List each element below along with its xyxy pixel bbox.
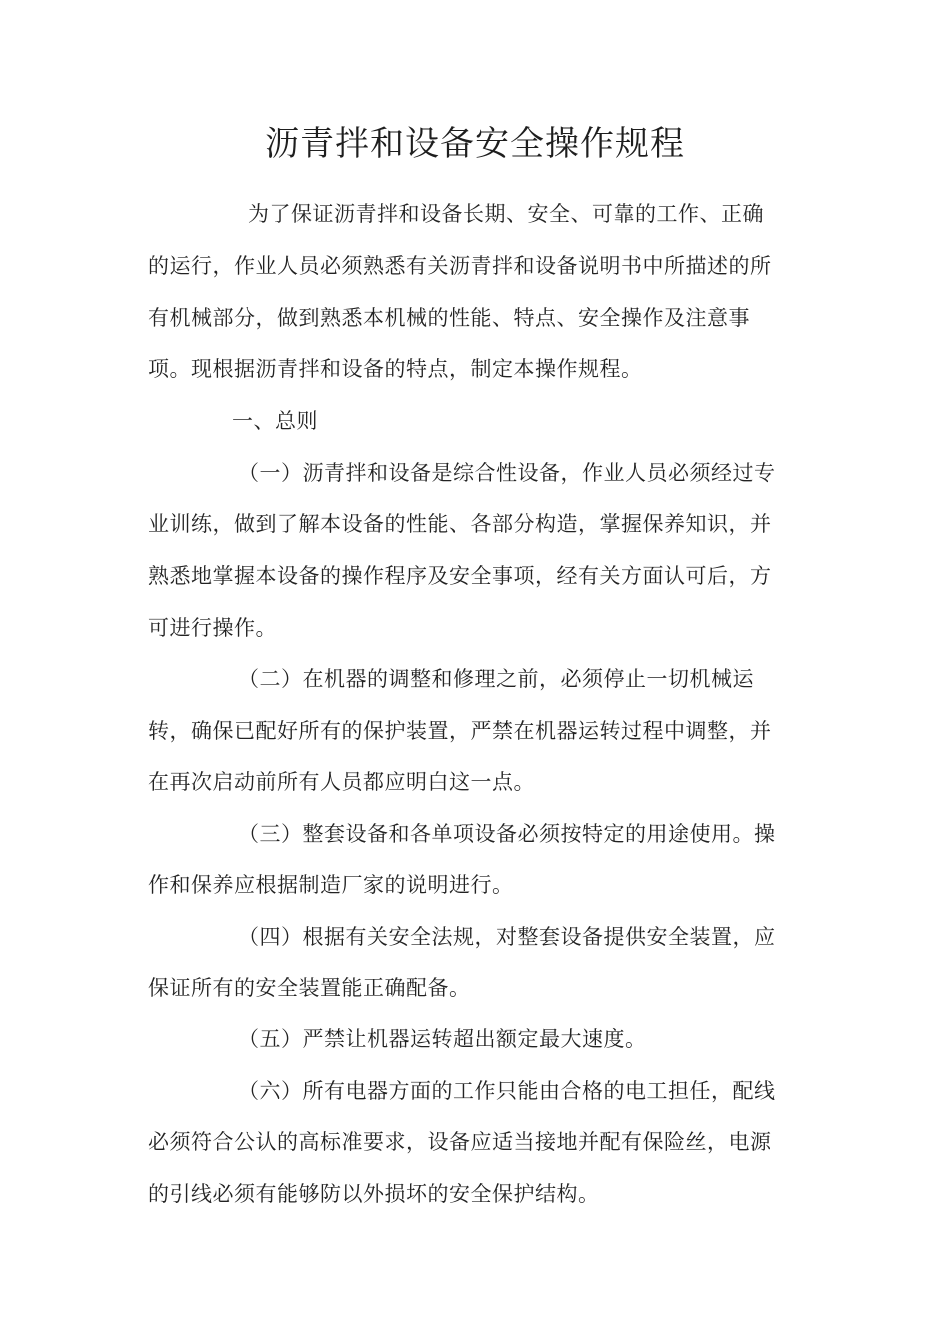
- item-4-line-2: 保证所有的安全装置能正确配备。: [148, 976, 471, 1000]
- item-1-line-4: 可进行操作。: [148, 616, 277, 640]
- document-title: 沥青拌和设备安全操作规程: [265, 124, 685, 164]
- intro-line-4: 项。现根据沥青拌和设备的特点，制定本操作规程。: [148, 357, 643, 381]
- item-3-line-1: （三）整套设备和各单项设备必须按特定的用途使用。操: [238, 822, 776, 846]
- intro-line-1: 为了保证沥青拌和设备长期、安全、可靠的工作、正确: [248, 202, 764, 226]
- item-1-line-1: （一）沥青拌和设备是综合性设备，作业人员必须经过专: [238, 461, 776, 485]
- item-6-line-3: 的引线必须有能够防以外损坏的安全保护结构。: [148, 1182, 600, 1206]
- section-heading: 一、总则: [232, 409, 318, 433]
- item-1-line-2: 业训练，做到了解本设备的性能、各部分构造，掌握保养知识，并: [148, 512, 772, 536]
- item-3-line-2: 作和保养应根据制造厂家的说明进行。: [148, 873, 514, 897]
- item-4-line-1: （四）根据有关安全法规，对整套设备提供安全装置，应: [238, 925, 776, 949]
- item-2-line-1: （二）在机器的调整和修理之前，必须停止一切机械运: [238, 667, 754, 691]
- item-2-line-2: 转，确保已配好所有的保护装置，严禁在机器运转过程中调整，并: [148, 719, 772, 743]
- item-1-line-3: 熟悉地掌握本设备的操作程序及安全事项，经有关方面认可后，方: [148, 564, 772, 588]
- item-2-line-3: 在再次启动前所有人员都应明白这一点。: [148, 770, 535, 794]
- item-6-line-2: 必须符合公认的高标准要求，设备应适当接地并配有保险丝，电源: [148, 1130, 772, 1154]
- intro-line-2: 的运行，作业人员必须熟悉有关沥青拌和设备说明书中所描述的所: [148, 254, 772, 278]
- item-5-line-1: （五）严禁让机器运转超出额定最大速度。: [238, 1027, 647, 1051]
- intro-line-3: 有机械部分，做到熟悉本机械的性能、特点、安全操作及注意事: [148, 306, 750, 330]
- item-6-line-1: （六）所有电器方面的工作只能由合格的电工担任，配线: [238, 1079, 776, 1103]
